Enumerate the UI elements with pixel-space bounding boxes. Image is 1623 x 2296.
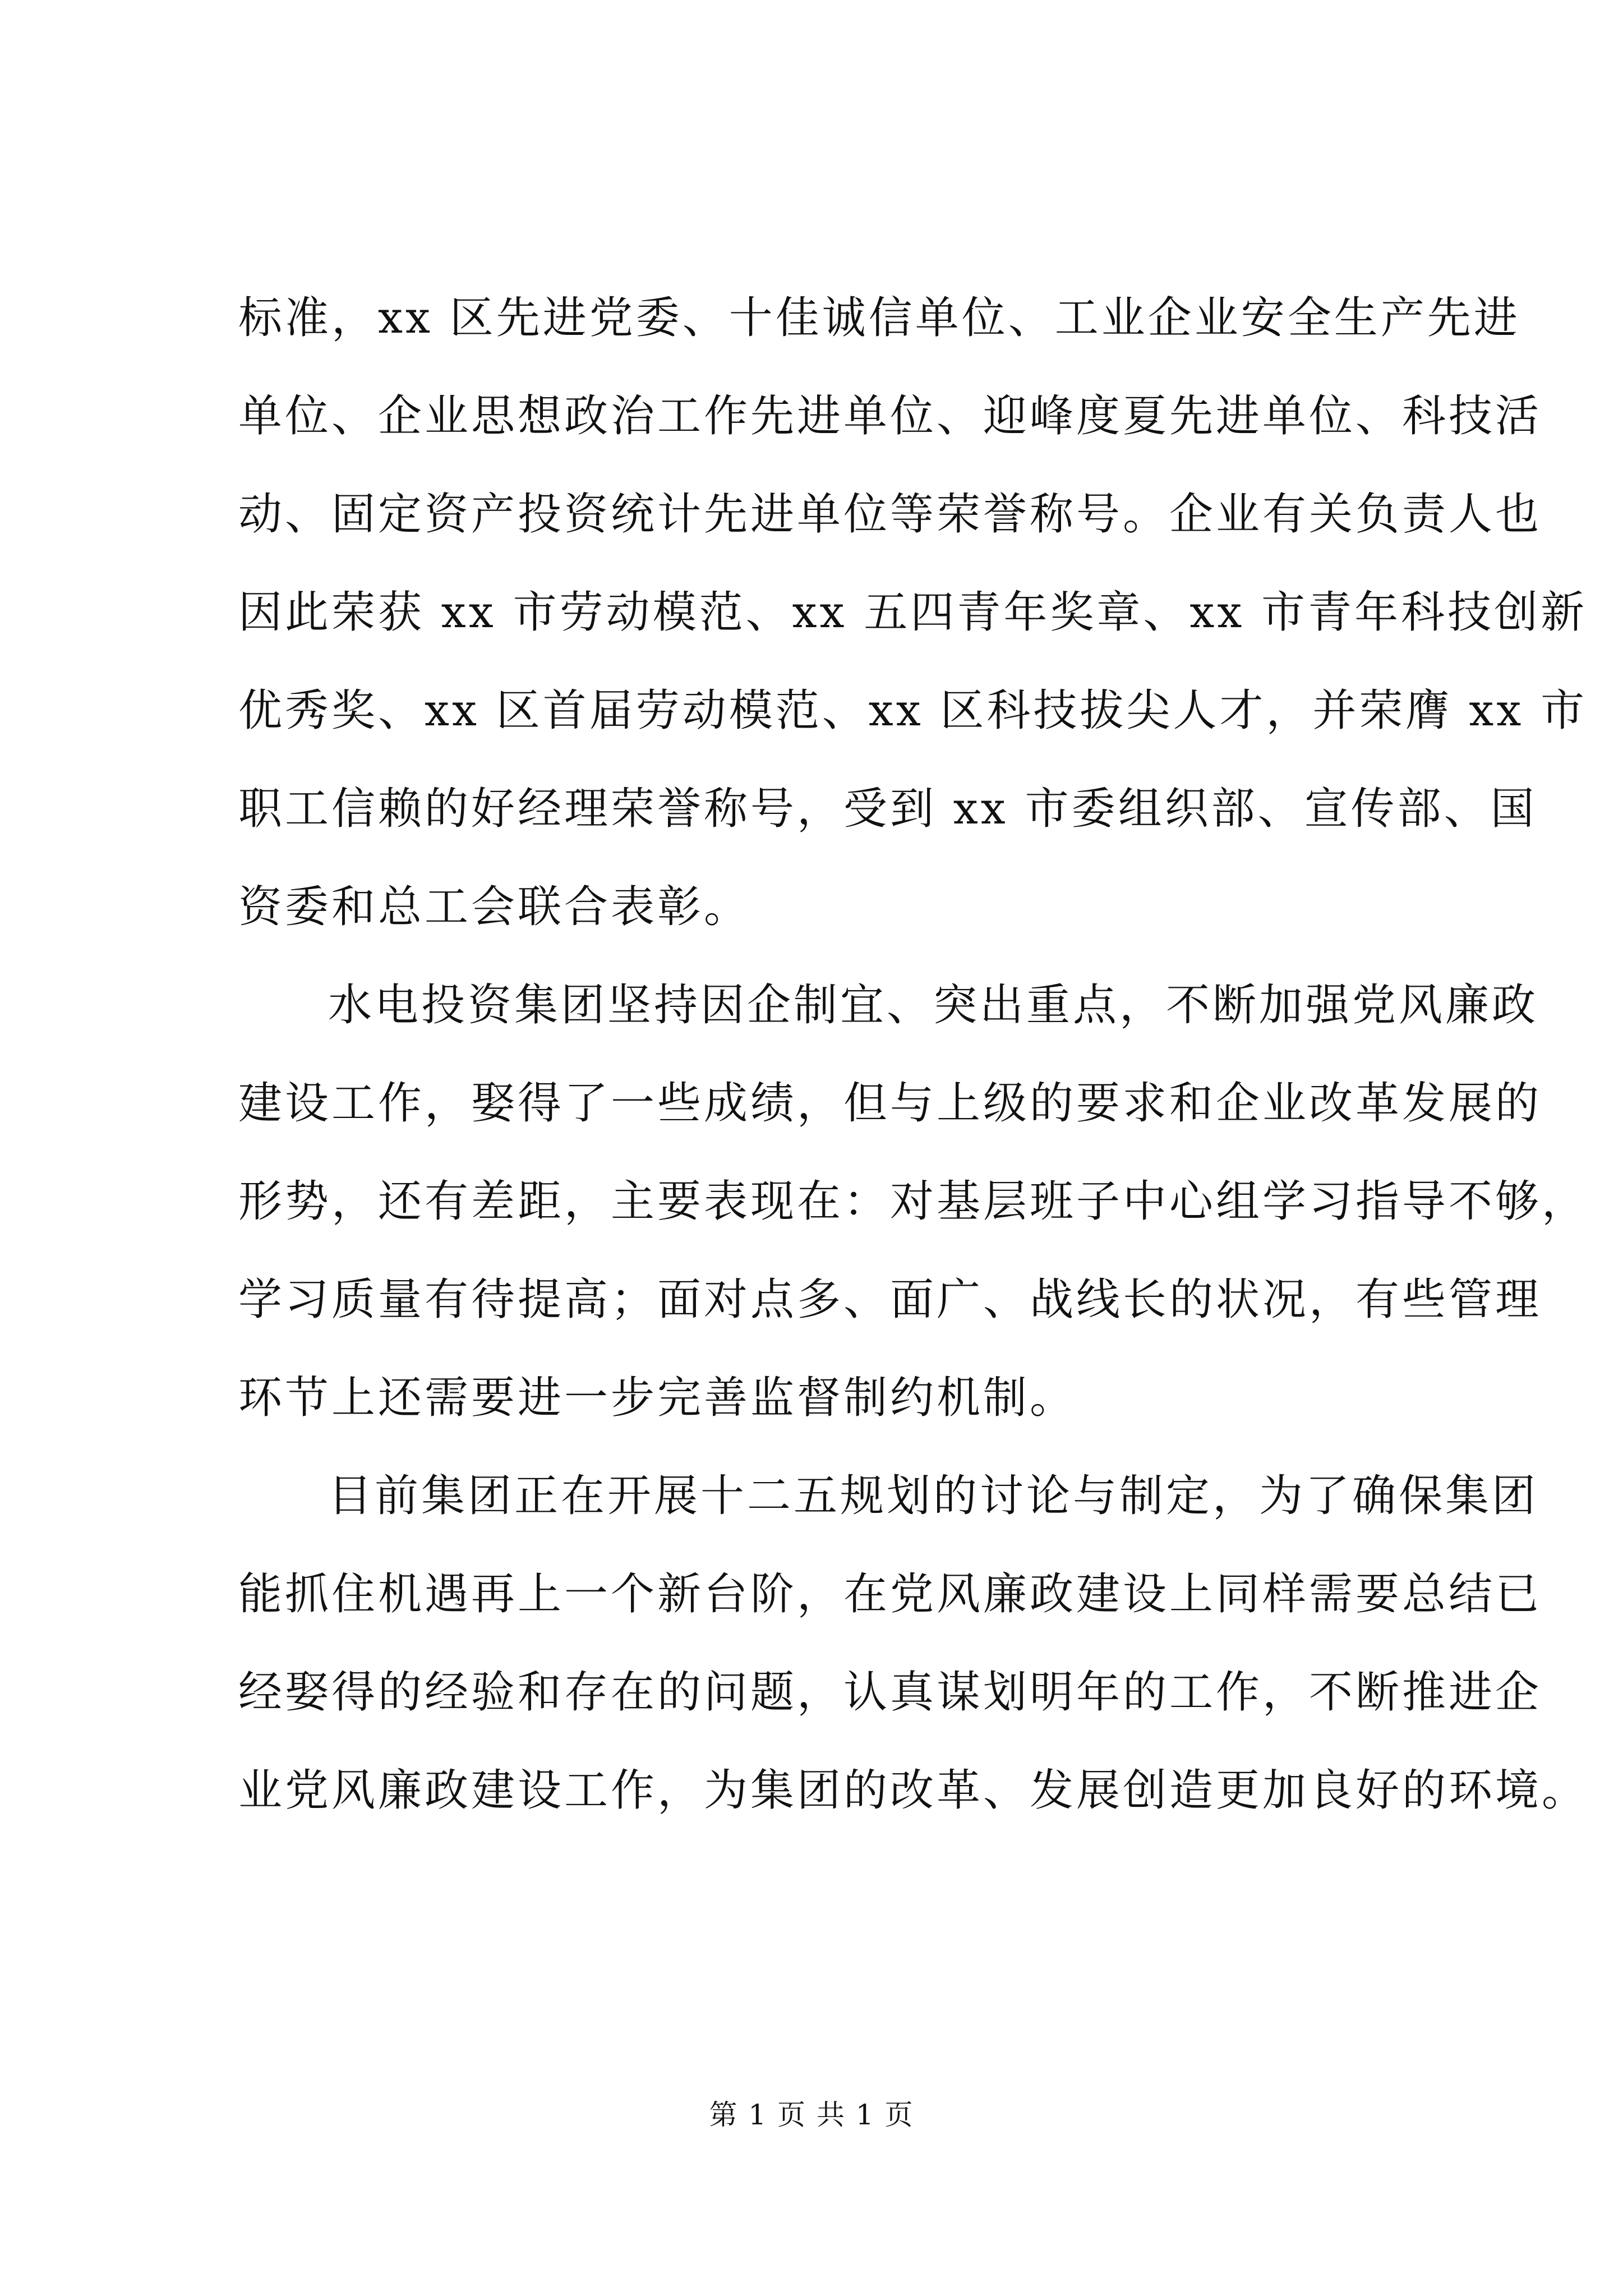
text-line: 职工信赖的好经理荣誉称号，受到 xx 市委组织部、宣传部、国 xyxy=(238,784,1537,834)
paragraph-first-line: 目前集团正在开展十二五规划的讨论与制定，为了确保集团 xyxy=(328,1471,1539,1521)
text-line: 优秀奖、xx 区首届劳动模范、xx 区科技拔尖人才，并荣膺 xx 市 xyxy=(238,685,1588,736)
text-line: 环节上还需要进一步完善监督制约机制。 xyxy=(238,1373,1077,1423)
text-line: 建设工作，娶得了一些成绩，但与上级的要求和企业改革发展的 xyxy=(238,1078,1542,1129)
page-number-footer: 第 1 页 共 1 页 xyxy=(709,2099,914,2131)
text-line: 能抓住机遇再上一个新台阶，在党风廉政建设上同样需要总结已 xyxy=(238,1569,1542,1619)
text-line: 资委和总工会联合表彰。 xyxy=(238,882,751,932)
text-line: 单位、企业思想政治工作先进单位、迎峰度夏先进单位、科技活 xyxy=(238,391,1542,441)
paragraph-first-line: 水电投资集团坚持因企制宜、突出重点，不断加强党风廉政 xyxy=(328,980,1539,1030)
text-line: 形势，还有差距，主要表现在：对基层班子中心组学习指导不够， xyxy=(238,1176,1589,1227)
text-line: 动、固定资产投资统计先进单位等荣誉称号。企业有关负责人也 xyxy=(238,489,1542,540)
text-line: 业党风廉政建设工作，为集团的改革、发展创造更加良好的环境。 xyxy=(238,1765,1589,1816)
text-line: 标准，xx 区先进党委、十佳诚信单位、工业企业安全生产先进 xyxy=(238,293,1520,343)
document-body xyxy=(238,269,1589,1840)
text-line: 因此荣获 xx 市劳动模范、xx 五四青年奖章、xx 市青年科技创新 xyxy=(238,587,1588,638)
text-line: 经娶得的经验和存在的问题，认真谋划明年的工作，不断推进企 xyxy=(238,1667,1542,1718)
text-line: 学习质量有待提高；面对点多、面广、战线长的状况，有些管理 xyxy=(238,1274,1542,1325)
